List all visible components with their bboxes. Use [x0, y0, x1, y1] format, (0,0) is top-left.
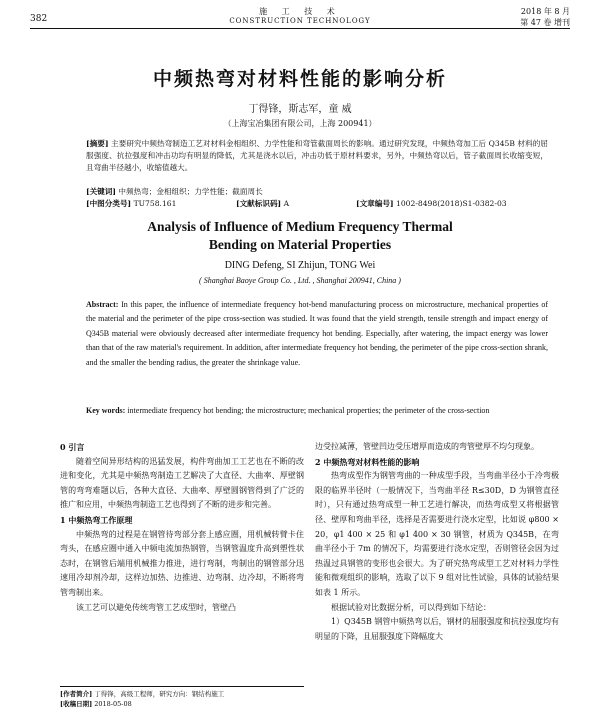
running-header [30, 4, 570, 30]
body-column-left [60, 440, 304, 615]
abstract-en-text: In this paper, the influence of intermediate frequency hot-bend manufacturing process on microstructure, mechanical properties of the material and the perimeter of the pipe cross-section was studied. It was found that the yield strength, tensile strength and impact energy of Q345B material were obviously decreased after intermediate frequency hot bending. Especially, after watering, the impact energy was lower than that of the raw material's requirement. In addition, after intermediate frequency hot bending, the perimeter of the pipe cross-section shrank, and the smaller the bending radius, the greater the shrinkage value. [86, 300, 548, 367]
article-number: [文章编号] 1002-8498(2018)S1-0382-03 [356, 199, 507, 208]
abstract-en [86, 298, 548, 370]
journal-name-en: CONSTRUCTION TECHNOLOGY [229, 17, 371, 25]
received-date: [收稿日期] 2018-05-08 [60, 700, 132, 708]
abstract-en-label: Abstract: [86, 300, 119, 309]
body-column-right [315, 440, 559, 644]
classification-row [86, 198, 548, 210]
keywords-cn [86, 186, 548, 197]
section-0-heading: 0 引言 [60, 442, 85, 452]
section-2-heading: 2 中频热弯对材料性能的影响 [315, 456, 420, 467]
keywords-en-label: Key words: [86, 406, 126, 415]
volume-info: 第 47 卷 增刊 [520, 18, 570, 27]
header-rule [30, 28, 570, 29]
abstract-cn-label: [摘要] [86, 139, 109, 148]
abstract-cn [86, 138, 548, 174]
journal-name-cn: 施 工 技 术 [259, 7, 341, 16]
title-en-line-2: Bending on Material Properties [208, 237, 392, 252]
authors-cn: 丁得锋，斯志军，童 威 [248, 104, 352, 115]
author-bio: [作者简介] 丁得锋，高级工程师，研究方向：钢结构施工 [60, 690, 225, 698]
authors-en: DING Defeng, SI Zhijun, TONG Wei [224, 260, 376, 271]
continued-paragraph: 边受拉减薄，管壁凹边受压增厚而造成的弯管壁厚不均匀现象。 [315, 442, 539, 451]
keywords-cn-label: [关键词] [86, 187, 116, 196]
abstract-cn-text: 主要研究中频热弯制造工艺对材料金相组织、力学性能和弯管截面周长的影响。通过研究发现，中频热弯加工后 Q345B 材料的屈服强度、抗拉强度和冲击功均有明显的降低，尤其是浇水以后，冲击功低于原材料要求，另外，中频热弯以后，管子截面周长收缩变短，且弯曲半径越小，收缩值越大。 [86, 139, 548, 172]
paper-title-cn: 中频热弯对材料性能的影响分析 [152, 68, 447, 90]
title-en-line-1: Analysis of Influence of Medium Frequency Thermal [147, 219, 453, 234]
section-2-paragraph-3: 1）Q345B 钢管中频热弯以后，钢材的屈服强度和抗拉强度均有明显的下降，且屈服强度下降幅度大 [315, 617, 559, 641]
clc-code: [中图分类号] TU758.161 [86, 199, 177, 208]
document-code: [文献标识码] A [236, 199, 290, 208]
keywords-cn-text: 中频热弯；金相组织；力学性能；截面周长 [118, 187, 263, 196]
affiliation-cn: （上海宝冶集团有限公司，上海 200941） [223, 119, 377, 128]
section-1-paragraph-2: 该工艺可以避免传统弯管工艺成型时，管壁凸 [76, 602, 236, 612]
section-2-paragraph-1: 热弯成型作为钢管弯曲的一种成型手段，当弯曲半径小于冷弯极限的临界半径时（一般情况下，当弯曲半径 R≤30D，D 为钢管直径时），只有通过热弯成型一种工艺进行解决，而热弯成型又将根据管径、壁厚和弯曲半径，选择是否需要进行浇水定型，比如说 φ800 × 20，φ1 400 × 25 和 φ1 400 × 30 钢管，材质为 Q345B，在弯曲半径小于 7m 的情况下，均需要进行浇水定型，否则管径会因为过热温过具钢管的变形也会很大。为了研究热弯成型工艺对材料力学性能和微观组织的影响，选取了以下 9 组对比性试验，具体的试验结果如表 1 所示。 [315, 471, 559, 597]
paper-title-en [0, 218, 600, 254]
affiliation-en: ( Shanghai Baoye Group Co. , Ltd. , Shanghai 200941, China ) [199, 276, 401, 285]
section-1-paragraph-1: 中频热弯的过程是在钢管待弯部分套上感应圈，用机械转臂卡住弯头，在感应圈中通入中频电流加热钢管，当钢管温度升高到塑性状态时，在钢管后端用机械推力推进，进行弯制，弯制出的钢管部分迅速用冷却剂冷却，这样边加热、边推进、边弯制、边冷却，不断将弯管弯制出来。 [60, 529, 304, 597]
footnote [60, 686, 304, 709]
page-number: 382 [30, 14, 48, 24]
section-2-paragraph-2: 根据试验对比数据分析，可以得到如下结论： [331, 602, 491, 612]
keywords-en-text: intermediate frequency hot bending; the microstructure; mechanical properties; the perimeter of the cross-section [127, 406, 490, 415]
keywords-en [86, 404, 548, 418]
issue-date: 2018 年 8 月 [520, 7, 570, 16]
section-1-heading: 1 中频热弯工作原理 [60, 514, 133, 525]
section-0-paragraph: 随着空间异形结构的迅猛发展，构件弯曲加工工艺也在不断的改进和变化，尤其是中频热弯制造工艺解决了大直径、大曲率、厚壁钢管的弯弯难题以后，各种大直径、大曲率、厚壁圆钢管得到了广泛的推广和应用，中频热弯制造工艺也得到了不断的进步和完善。 [60, 456, 304, 510]
